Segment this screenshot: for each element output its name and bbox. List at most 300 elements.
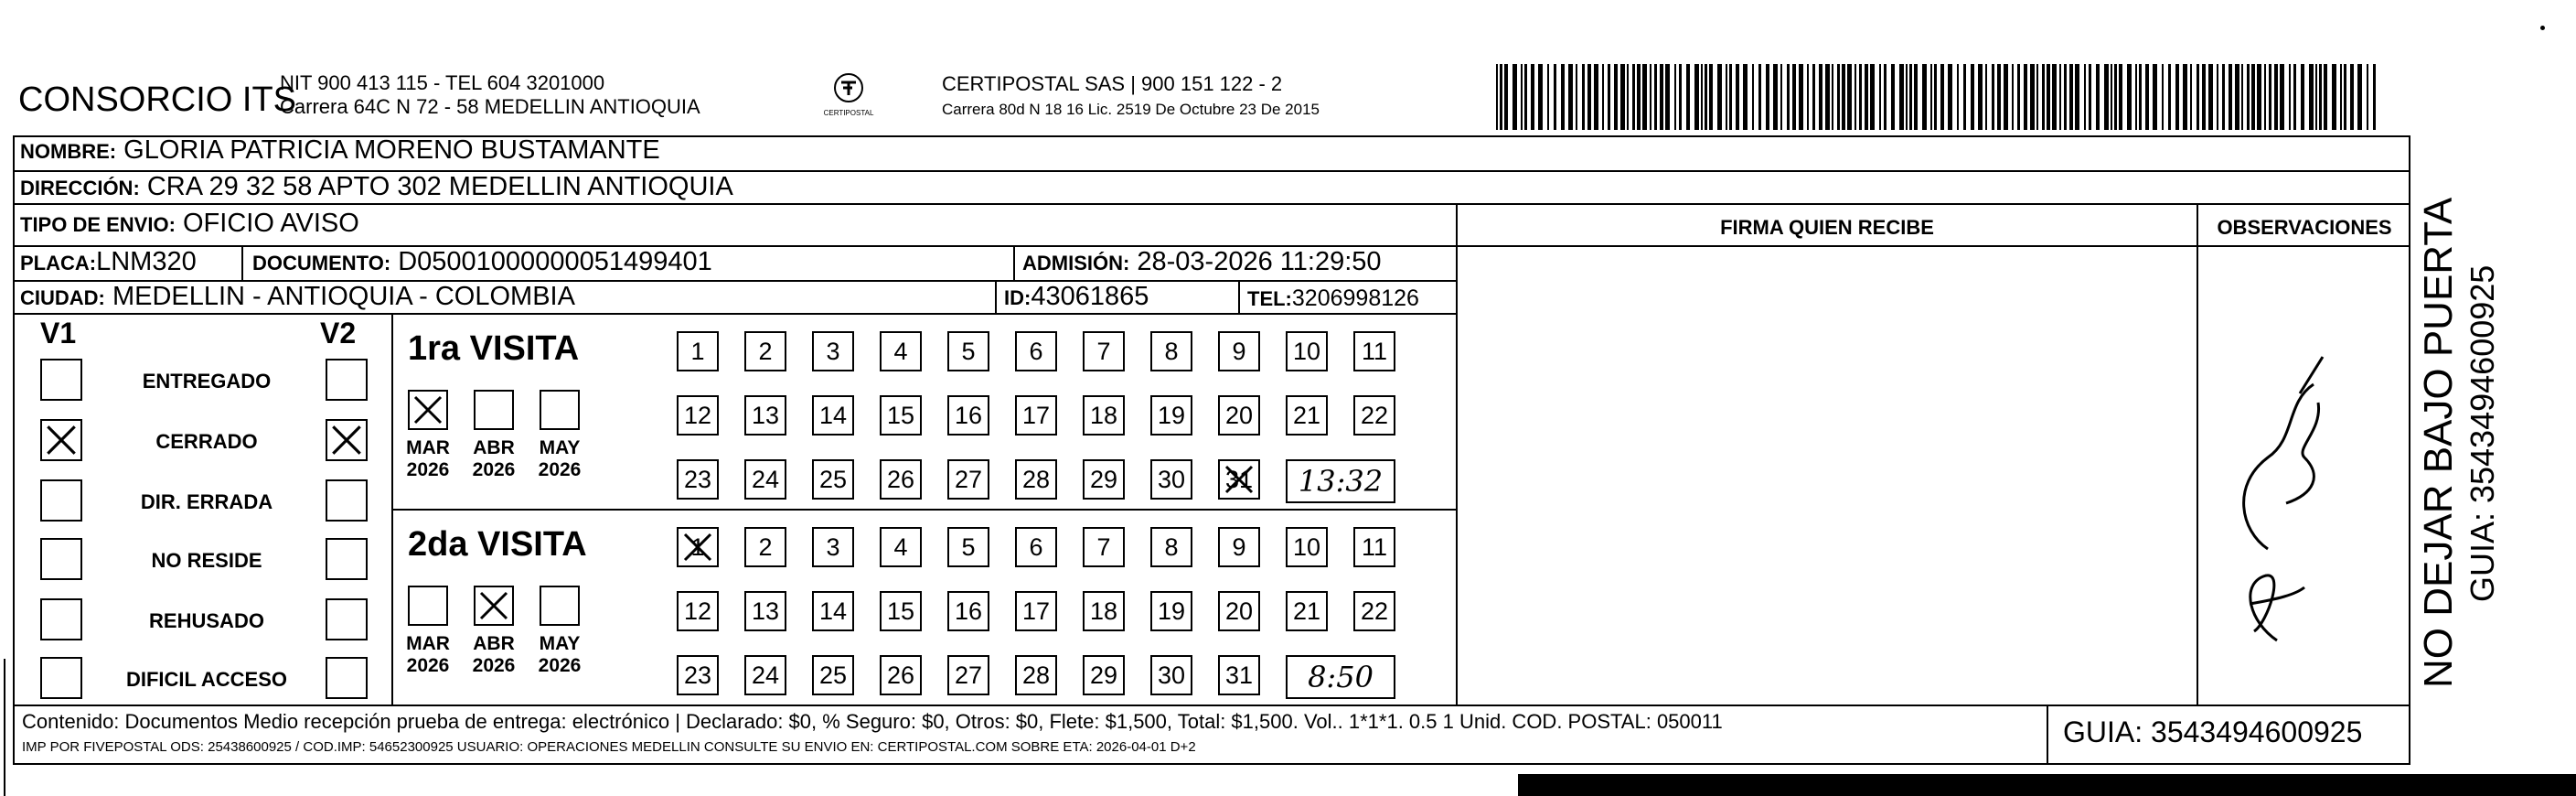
month-year: 2026: [538, 459, 582, 480]
field-placa: [20, 247, 197, 277]
day-box[interactable]: 29: [1083, 459, 1125, 500]
barcode-bar: [2357, 64, 2362, 130]
barcode-bar: [1879, 64, 1881, 130]
month-checkbox[interactable]: [408, 390, 448, 430]
scan-edge: [1518, 774, 2576, 796]
month-year: 2026: [406, 459, 450, 480]
day-box[interactable]: 18: [1083, 591, 1125, 631]
barcode-bar: [2017, 64, 2020, 130]
barcode-bar: [1870, 64, 1875, 130]
company-address: Carrera 64C N 72 - 58 MEDELLIN ANTIOQUIA: [280, 95, 700, 118]
documento-label: DOCUMENTO:: [252, 252, 391, 274]
v1-checkbox[interactable]: [40, 598, 82, 640]
check-mark-icon: [42, 421, 80, 459]
day-box[interactable]: 8: [1150, 331, 1192, 371]
day-box[interactable]: 16: [947, 395, 989, 436]
barcode-bar: [1701, 64, 1703, 130]
month-name: ABR: [473, 437, 515, 458]
barcode-bar: [1650, 64, 1651, 130]
check-mark-icon: [410, 392, 446, 428]
ciudad-value: MEDELLIN - ANTIOQUIA - COLOMBIA: [112, 282, 575, 311]
status-label: CERRADO: [155, 430, 258, 453]
barcode-bar: [1729, 64, 1732, 130]
barcode-bar: [2251, 64, 2255, 130]
barcode-bar: [1576, 64, 1577, 130]
rule: [13, 313, 1456, 315]
month-label: [399, 437, 457, 481]
barcode-bar: [2190, 64, 2192, 130]
day-box[interactable]: 2: [744, 331, 786, 371]
barcode-bar: [2367, 64, 2368, 130]
barcode-bar: [1654, 64, 1657, 130]
barcode-bar: [1632, 64, 1635, 130]
month-year: 2026: [472, 459, 516, 480]
day-box[interactable]: 6: [1015, 527, 1057, 567]
day-box[interactable]: 25: [812, 459, 854, 500]
barcode-bar: [2340, 64, 2342, 130]
day-box[interactable]: 29: [1083, 655, 1125, 695]
barcode-bar: [1859, 64, 1862, 130]
barcode-bar: [2135, 64, 2137, 130]
barcode-bar: [2042, 64, 2045, 130]
barcode-bar: [2052, 64, 2057, 130]
barcode-bar: [1922, 64, 1927, 130]
barcode-bar: [2059, 64, 2061, 130]
company-nit-block: [280, 71, 700, 119]
rule: [2047, 705, 2048, 763]
logo-text: CERTIPOSTAL: [823, 109, 874, 117]
barcode-bar: [2075, 64, 2079, 130]
barcode-bar: [2024, 64, 2027, 130]
company-nit: NIT 900 413 115 - TEL 604 3201000: [280, 71, 605, 94]
barcode-bar: [2064, 64, 2067, 130]
barcode-bar: [1812, 64, 1815, 130]
barcode-bar: [1512, 64, 1517, 130]
day-number: 1: [690, 533, 705, 561]
field-id: [1004, 282, 1149, 312]
barcode-bar: [1799, 64, 1803, 130]
barcode-bar: [1500, 64, 1502, 130]
v1-checkbox[interactable]: [40, 538, 82, 580]
barcode-bar: [1531, 64, 1534, 130]
barcode-bar: [1496, 64, 1498, 130]
field-documento: [252, 247, 712, 277]
rule: [13, 705, 2410, 706]
barcode-bar: [2175, 64, 2179, 130]
barcode-bar: [1985, 64, 1987, 130]
scan-edge: [4, 659, 5, 796]
no-dejar-bajo-puerta: NO DEJAR BAJO PUERTA: [2416, 197, 2461, 688]
barcode-bar: [2373, 64, 2376, 130]
barcode-bar: [2004, 64, 2008, 130]
barcode-bar: [2202, 64, 2206, 130]
nombre-value: GLORIA PATRICIA MORENO BUSTAMANTE: [123, 135, 660, 165]
day-box[interactable]: 27: [947, 655, 989, 695]
rule: [2197, 203, 2198, 705]
day-box[interactable]: 17: [1015, 591, 1057, 631]
barcode-bar: [2036, 64, 2038, 130]
footer-content-line: Contenido: Documentos Medio recepción prueba de entrega: electrónico | Declarado: $0, % Seguro: $0, Otros: $0, Flete: $1,500, Total: $1,500. Vol.. 1*1*1. 0.5 1 Unid. COD. POSTAL: 050011: [22, 710, 1723, 733]
barcode-bar: [2257, 64, 2261, 130]
certipostal-info: [942, 71, 1320, 123]
barcode-bar: [1726, 64, 1727, 130]
barcode-bar: [2274, 64, 2278, 130]
barcode-bar: [1930, 64, 1932, 130]
tipo-label: TIPO DE ENVIO:: [20, 213, 176, 236]
status-label: REHUSADO: [149, 609, 264, 632]
barcode-bar: [1865, 64, 1868, 130]
day-box[interactable]: 23: [677, 655, 719, 695]
barcode-bar: [2119, 64, 2122, 130]
placa-value: LNM320: [96, 247, 197, 276]
day-box[interactable]: 4: [880, 331, 922, 371]
day-box[interactable]: 25: [812, 655, 854, 695]
day-box[interactable]: [677, 527, 719, 567]
v2-checkbox[interactable]: [326, 419, 368, 461]
day-box[interactable]: 5: [947, 331, 989, 371]
barcode-bar: [1637, 64, 1641, 130]
documento-value: D05001000000051499401: [398, 247, 712, 276]
barcode-bar: [1568, 64, 1573, 130]
v1-checkbox[interactable]: [40, 657, 82, 699]
guia-number: GUIA: 3543494600925: [2063, 715, 2363, 748]
status-label: DIR. ERRADA: [140, 490, 273, 513]
barcode-bar: [1792, 64, 1796, 130]
barcode-bar: [2293, 64, 2296, 130]
day-box[interactable]: 19: [1150, 395, 1192, 436]
barcode-bar: [1679, 64, 1682, 130]
day-box[interactable]: 2: [744, 527, 786, 567]
status-label: DIFICIL ACCESO: [125, 668, 287, 691]
month-checkbox[interactable]: [408, 586, 448, 626]
day-box[interactable]: 5: [947, 527, 989, 567]
barcode-bar: [1642, 64, 1647, 130]
barcode-bar: [1948, 64, 1952, 130]
barcode: [1496, 64, 2383, 130]
day-box[interactable]: 26: [880, 459, 922, 500]
v2-header: V2: [320, 317, 357, 350]
barcode-bar: [2217, 64, 2218, 130]
direccion-label: DIRECCIÓN:: [20, 177, 140, 199]
barcode-bar: [1847, 64, 1852, 130]
v1-checkbox[interactable]: [40, 359, 82, 401]
barcode-bar: [1787, 64, 1790, 130]
barcode-bar: [2089, 64, 2091, 130]
placa-label: PLACA:: [20, 252, 97, 274]
barcode-bar: [2208, 64, 2213, 130]
barcode-bar: [1743, 64, 1748, 130]
day-box[interactable]: 14: [812, 591, 854, 631]
barcode-bar: [2104, 64, 2109, 130]
barcode-bar: [2301, 64, 2304, 130]
barcode-bar: [1602, 64, 1604, 130]
ciudad-label: CIUDAD:: [20, 286, 105, 309]
barcode-bar: [1766, 64, 1769, 130]
v2-checkbox[interactable]: [326, 359, 368, 401]
barcode-bar: [1709, 64, 1713, 130]
barcode-bar: [1752, 64, 1754, 130]
month-checkbox[interactable]: [540, 586, 580, 626]
v2-checkbox[interactable]: [326, 657, 368, 699]
direccion-value: CRA 29 32 58 APTO 302 MEDELLIN ANTIOQUIA: [146, 172, 733, 201]
barcode-bar: [2289, 64, 2291, 130]
rule: [241, 245, 243, 280]
barcode-bar: [1758, 64, 1761, 130]
barcode-bar: [2324, 64, 2327, 130]
day-box[interactable]: 28: [1015, 459, 1057, 500]
barcode-bar: [1780, 64, 1782, 130]
v2-checkbox[interactable]: [326, 479, 368, 522]
field-admision: [1022, 247, 1382, 277]
day-box[interactable]: 21: [1286, 591, 1328, 631]
barcode-bar: [2153, 64, 2157, 130]
barcode-bar: [2012, 64, 2014, 130]
firma-header: FIRMA QUIEN RECIBE: [1720, 216, 1934, 239]
day-box[interactable]: 10: [1286, 331, 1328, 371]
day-box[interactable]: 7: [1083, 331, 1125, 371]
barcode-bar: [1825, 64, 1830, 130]
day-box[interactable]: 11: [1353, 331, 1395, 371]
barcode-bar: [2145, 64, 2149, 130]
barcode-bar: [1674, 64, 1676, 130]
day-box[interactable]: 10: [1286, 527, 1328, 567]
day-box[interactable]: 12: [677, 395, 719, 436]
barcode-bar: [1665, 64, 1670, 130]
barcode-bar: [2183, 64, 2187, 130]
v1-checkbox[interactable]: [40, 419, 82, 461]
day-box[interactable]: 19: [1150, 591, 1192, 631]
barcode-bar: [1914, 64, 1918, 130]
field-ciudad: [20, 282, 575, 312]
check-mark-icon: [476, 587, 512, 624]
month-year: 2026: [406, 655, 450, 676]
barcode-bar: [2241, 64, 2243, 130]
visit-title: 1ra VISITA: [408, 329, 580, 368]
barcode-bar: [1992, 64, 1994, 130]
visit-time[interactable]: 8:50: [1286, 655, 1395, 699]
barcode-bar: [1899, 64, 1904, 130]
barcode-bar: [1627, 64, 1629, 130]
tipo-value: OFICIO AVISO: [182, 209, 359, 238]
month-label: [465, 437, 523, 481]
day-box[interactable]: 8: [1150, 527, 1192, 567]
check-mark-icon: [327, 421, 366, 459]
day-box[interactable]: 4: [880, 527, 922, 567]
barcode-bar: [1524, 64, 1527, 130]
status-label: ENTREGADO: [142, 370, 272, 393]
barcode-bar: [2350, 64, 2354, 130]
barcode-bar: [1587, 64, 1591, 130]
month-checkbox[interactable]: [474, 390, 514, 430]
tel-label: TEL:: [1247, 287, 1292, 310]
barcode-bar: [2235, 64, 2239, 130]
day-box[interactable]: 13: [744, 591, 786, 631]
day-box[interactable]: 15: [880, 591, 922, 631]
side-guia-number: GUIA: 3543494600925: [2464, 264, 2501, 602]
rule: [13, 203, 2410, 205]
day-box[interactable]: 27: [947, 459, 989, 500]
day-box[interactable]: 9: [1218, 527, 1260, 567]
barcode-bar: [2319, 64, 2322, 130]
day-box[interactable]: 31: [1218, 655, 1260, 695]
month-name: MAY: [539, 633, 581, 654]
barcode-bar: [2269, 64, 2271, 130]
barcode-bar: [1554, 64, 1556, 130]
barcode-bar: [1660, 64, 1663, 130]
day-box[interactable]: 7: [1083, 527, 1125, 567]
v2-checkbox[interactable]: [326, 598, 368, 640]
day-box[interactable]: 15: [880, 395, 922, 436]
barcode-bar: [1997, 64, 2001, 130]
field-tipo-envio: [20, 209, 359, 239]
barcode-bar: [2168, 64, 2171, 130]
barcode-bar: [2222, 64, 2225, 130]
barcode-bar: [2139, 64, 2142, 130]
nombre-label: NOMBRE:: [20, 140, 117, 163]
day-box[interactable]: 12: [677, 591, 719, 631]
barcode-bar: [1773, 64, 1778, 130]
day-box[interactable]: 20: [1218, 395, 1260, 436]
barcode-bar: [2069, 64, 2073, 130]
barcode-bar: [2127, 64, 2132, 130]
day-box[interactable]: 30: [1150, 459, 1192, 500]
barcode-bar: [1842, 64, 1845, 130]
barcode-bar: [1736, 64, 1739, 130]
barcode-bar: [2162, 64, 2164, 130]
barcode-bar: [2111, 64, 2112, 130]
admision-value: 28-03-2026 11:29:50: [1137, 247, 1382, 276]
scan-speck: [2540, 26, 2545, 30]
id-label: ID:: [1004, 286, 1031, 309]
barcode-bar: [2197, 64, 2199, 130]
day-box[interactable]: 17: [1015, 395, 1057, 436]
day-box[interactable]: 9: [1218, 331, 1260, 371]
v1-header: V1: [40, 317, 77, 350]
field-tel: [1247, 285, 1419, 312]
recipient-signature: [2213, 348, 2341, 650]
company-name: CONSORCIO ITS: [18, 81, 297, 119]
barcode-bar: [2332, 64, 2336, 130]
barcode-bar: [1594, 64, 1598, 130]
visit-time[interactable]: 13:32: [1286, 459, 1395, 503]
barcode-bar: [1561, 64, 1565, 130]
day-box[interactable]: [1218, 459, 1260, 500]
day-box[interactable]: 16: [947, 591, 989, 631]
barcode-bar: [1538, 64, 1543, 130]
field-nombre: [20, 135, 660, 166]
day-box[interactable]: 20: [1218, 591, 1260, 631]
barcode-bar: [1686, 64, 1690, 130]
barcode-bar: [2309, 64, 2314, 130]
month-label: [399, 633, 457, 677]
barcode-bar: [1884, 64, 1887, 130]
rule: [1013, 245, 1015, 280]
barcode-bar: [2264, 64, 2266, 130]
day-box[interactable]: 23: [677, 459, 719, 500]
day-box[interactable]: 24: [744, 459, 786, 500]
rule: [1456, 203, 1458, 705]
barcode-bar: [1547, 64, 1549, 130]
day-box[interactable]: 26: [880, 655, 922, 695]
barcode-bar: [1963, 64, 1966, 130]
barcode-bar: [1832, 64, 1833, 130]
month-checkbox[interactable]: [474, 586, 514, 626]
barcode-bar: [1614, 64, 1618, 130]
tel-value: 3206998126: [1291, 285, 1419, 311]
day-box[interactable]: 13: [744, 395, 786, 436]
certipostal-nit: CERTIPOSTAL SAS | 900 151 122 - 2: [942, 72, 1283, 95]
barcode-bar: [1855, 64, 1856, 130]
month-name: MAR: [406, 437, 450, 458]
barcode-bar: [1717, 64, 1722, 130]
barcode-bar: [2344, 64, 2346, 130]
day-box[interactable]: 3: [812, 331, 854, 371]
barcode-bar: [1906, 64, 1908, 130]
barcode-bar: [1934, 64, 1937, 130]
barcode-bar: [1807, 64, 1809, 130]
barcode-bar: [1620, 64, 1625, 130]
day-box[interactable]: 1: [677, 331, 719, 371]
barcode-bar: [2047, 64, 2050, 130]
certipostal-license: Carrera 80d N 18 16 Lic. 2519 De Octubre 23 De 2015: [942, 101, 1320, 118]
barcode-bar: [2114, 64, 2117, 130]
barcode-bar: [1971, 64, 1974, 130]
rule: [1238, 280, 1240, 313]
field-direccion: [20, 172, 733, 202]
barcode-bar: [1940, 64, 1944, 130]
month-year: 2026: [538, 655, 582, 676]
month-name: MAR: [406, 633, 450, 654]
v1-checkbox[interactable]: [40, 479, 82, 522]
v2-checkbox[interactable]: [326, 538, 368, 580]
barcode-bar: [1694, 64, 1699, 130]
visit-title: 2da VISITA: [408, 525, 587, 564]
barcode-bar: [1504, 64, 1508, 130]
barcode-bar: [2315, 64, 2317, 130]
barcode-bar: [1582, 64, 1585, 130]
barcode-bar: [1957, 64, 1959, 130]
id-value: 43061865: [1031, 282, 1149, 311]
month-checkbox[interactable]: [540, 390, 580, 430]
day-box[interactable]: 30: [1150, 655, 1192, 695]
day-box[interactable]: 6: [1015, 331, 1057, 371]
certipostal-logo: [821, 70, 876, 121]
day-box[interactable]: 18: [1083, 395, 1125, 436]
rule: [391, 509, 1456, 511]
footer-print-line: IMP POR FIVEPOSTAL ODS: 25438600925 / COD.IMP: 54652300925 USUARIO: OPERACIONES MEDELLIN CONSULTE SU ENVIO EN: CERTIPOSTAL.COM SOBRE ETA: 2026-04-01 D+2: [22, 739, 1196, 755]
month-name: MAY: [539, 437, 581, 458]
day-box[interactable]: 11: [1353, 527, 1395, 567]
rule: [391, 313, 393, 705]
barcode-bar: [1909, 64, 1912, 130]
day-box[interactable]: 21: [1286, 395, 1328, 436]
day-number: 31: [1224, 466, 1254, 493]
barcode-bar: [1837, 64, 1840, 130]
day-box[interactable]: 24: [744, 655, 786, 695]
admision-label: ADMISIÓN:: [1022, 252, 1130, 274]
day-box[interactable]: 22: [1353, 591, 1395, 631]
barcode-bar: [1705, 64, 1707, 130]
month-label: [530, 437, 589, 481]
day-box[interactable]: 22: [1353, 395, 1395, 436]
day-box[interactable]: 28: [1015, 655, 1057, 695]
month-year: 2026: [472, 655, 516, 676]
day-box[interactable]: 3: [812, 527, 854, 567]
month-name: ABR: [473, 633, 515, 654]
barcode-bar: [2096, 64, 2100, 130]
day-box[interactable]: 14: [812, 395, 854, 436]
barcode-bar: [1891, 64, 1895, 130]
